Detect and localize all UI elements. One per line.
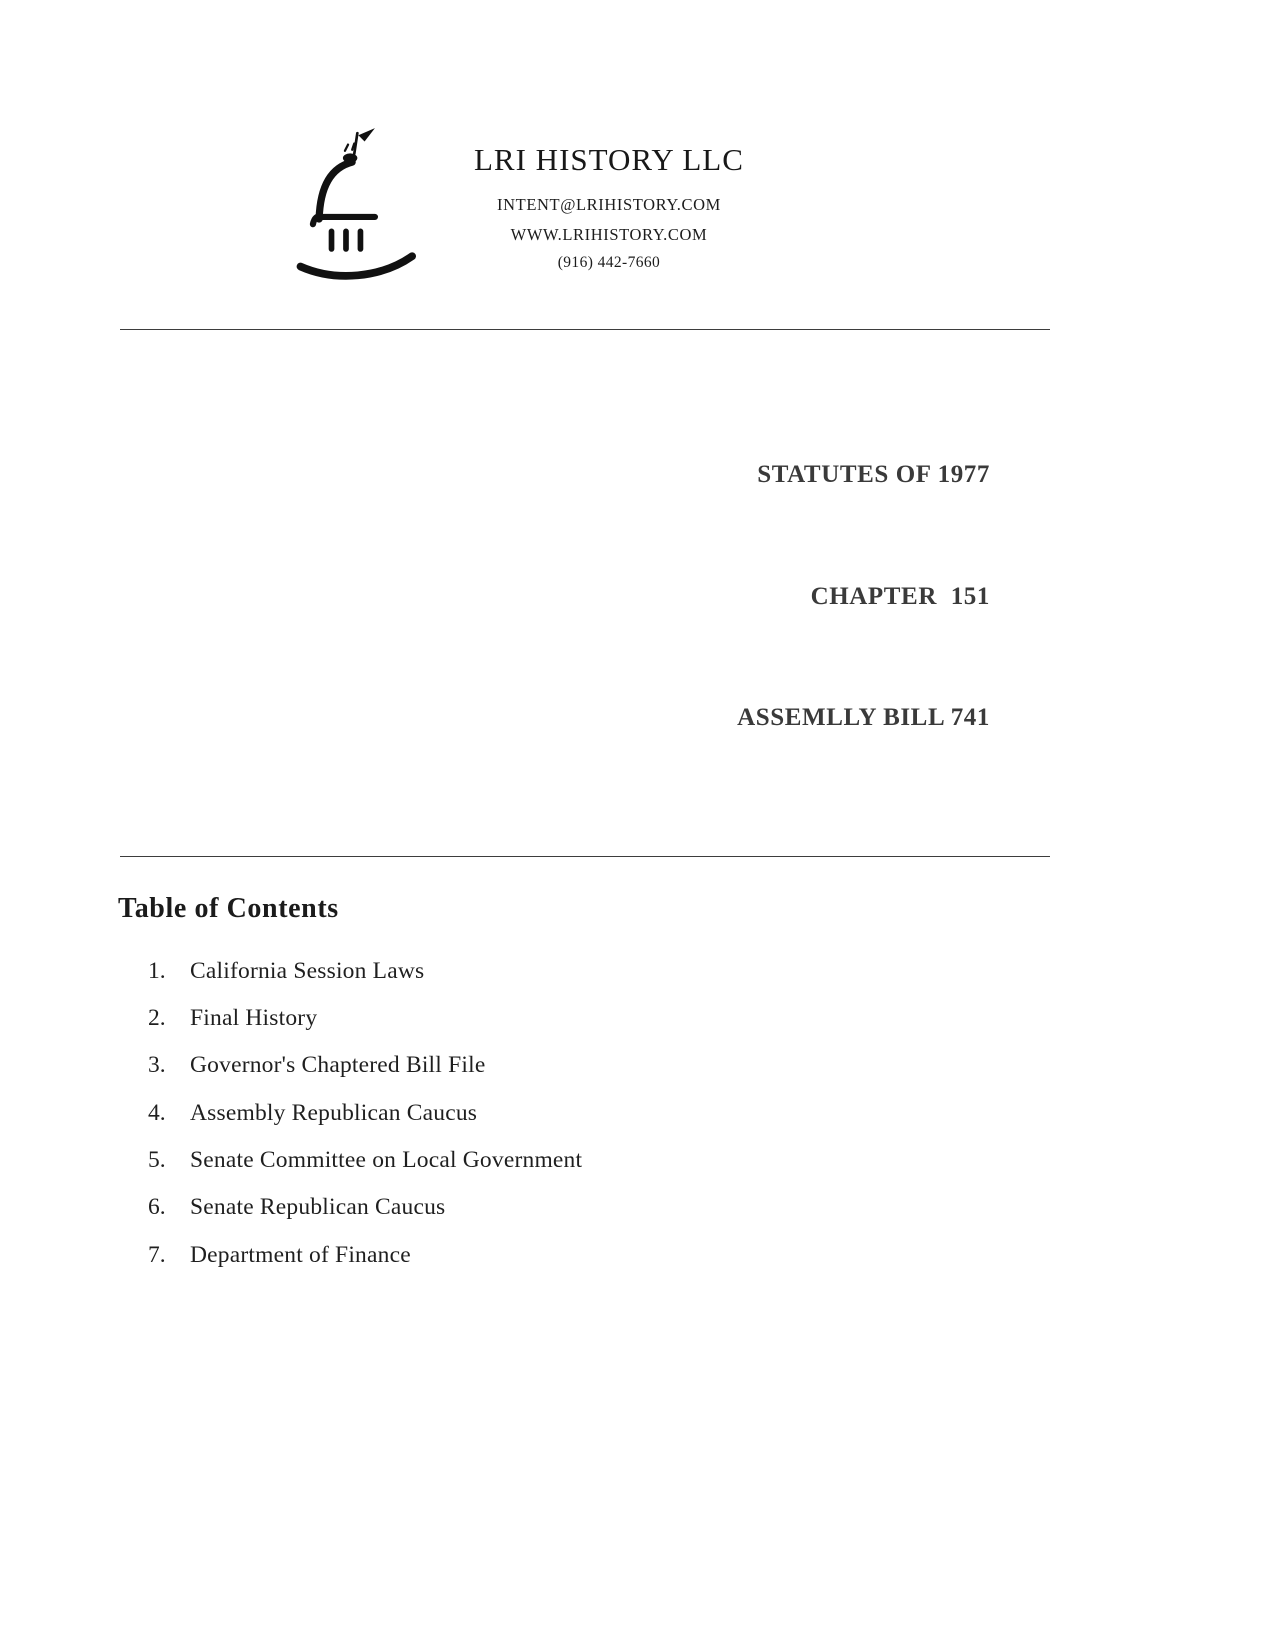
toc-item xyxy=(118,957,1276,986)
toc-item-label: Governor's Chaptered Bill File xyxy=(190,1052,486,1079)
toc-item-number: 6. xyxy=(148,1194,166,1221)
toc-item xyxy=(118,1004,1276,1033)
toc-item-label: Final History xyxy=(190,1004,318,1031)
divider-top xyxy=(120,329,1050,330)
toc-item xyxy=(118,1051,1276,1080)
company-email: INTENT@LRIHISTORY.COM xyxy=(497,195,721,214)
toc-item-number: 7. xyxy=(148,1241,166,1268)
toc-item-number: 1. xyxy=(148,957,166,984)
toc-item-label: Senate Republican Caucus xyxy=(190,1194,446,1221)
toc-item-number: 3. xyxy=(148,1052,166,1079)
toc-item-number: 2. xyxy=(148,1004,166,1031)
table-of-contents xyxy=(118,893,1276,1271)
company-phone: (916) 442-7660 xyxy=(557,254,661,272)
toc-item-label: California Session Laws xyxy=(190,957,425,984)
letterhead xyxy=(292,126,1276,281)
divider-bottom xyxy=(120,856,1050,857)
toc-item-label: Department of Finance xyxy=(190,1241,411,1268)
statutes-title-block xyxy=(0,374,990,820)
contact-block xyxy=(474,126,744,277)
company-website: WWW.LRIHISTORY.COM xyxy=(510,224,708,244)
capitol-logo-icon xyxy=(292,126,432,281)
statutes-line: STATUTES OF 1977 xyxy=(757,461,990,488)
assembly-bill-line: ASSEMLLY BILL 741 xyxy=(737,704,990,731)
company-name: LRI HISTORY LLC xyxy=(474,142,744,177)
toc-item xyxy=(118,1146,1276,1175)
toc-list xyxy=(118,957,1276,1271)
toc-item-number: 5. xyxy=(148,1147,166,1173)
logo-flag xyxy=(358,128,375,141)
toc-item xyxy=(118,1193,1276,1222)
toc-item-number: 4. xyxy=(148,1099,166,1126)
toc-item xyxy=(118,1241,1276,1270)
chapter-line: CHAPTER 151 xyxy=(810,582,990,610)
toc-heading: Table of Contents xyxy=(118,892,339,924)
toc-item-label: Assembly Republican Caucus xyxy=(190,1099,478,1126)
toc-item xyxy=(118,1099,1276,1128)
toc-item-label: Senate Committee on Local Government xyxy=(190,1147,583,1173)
